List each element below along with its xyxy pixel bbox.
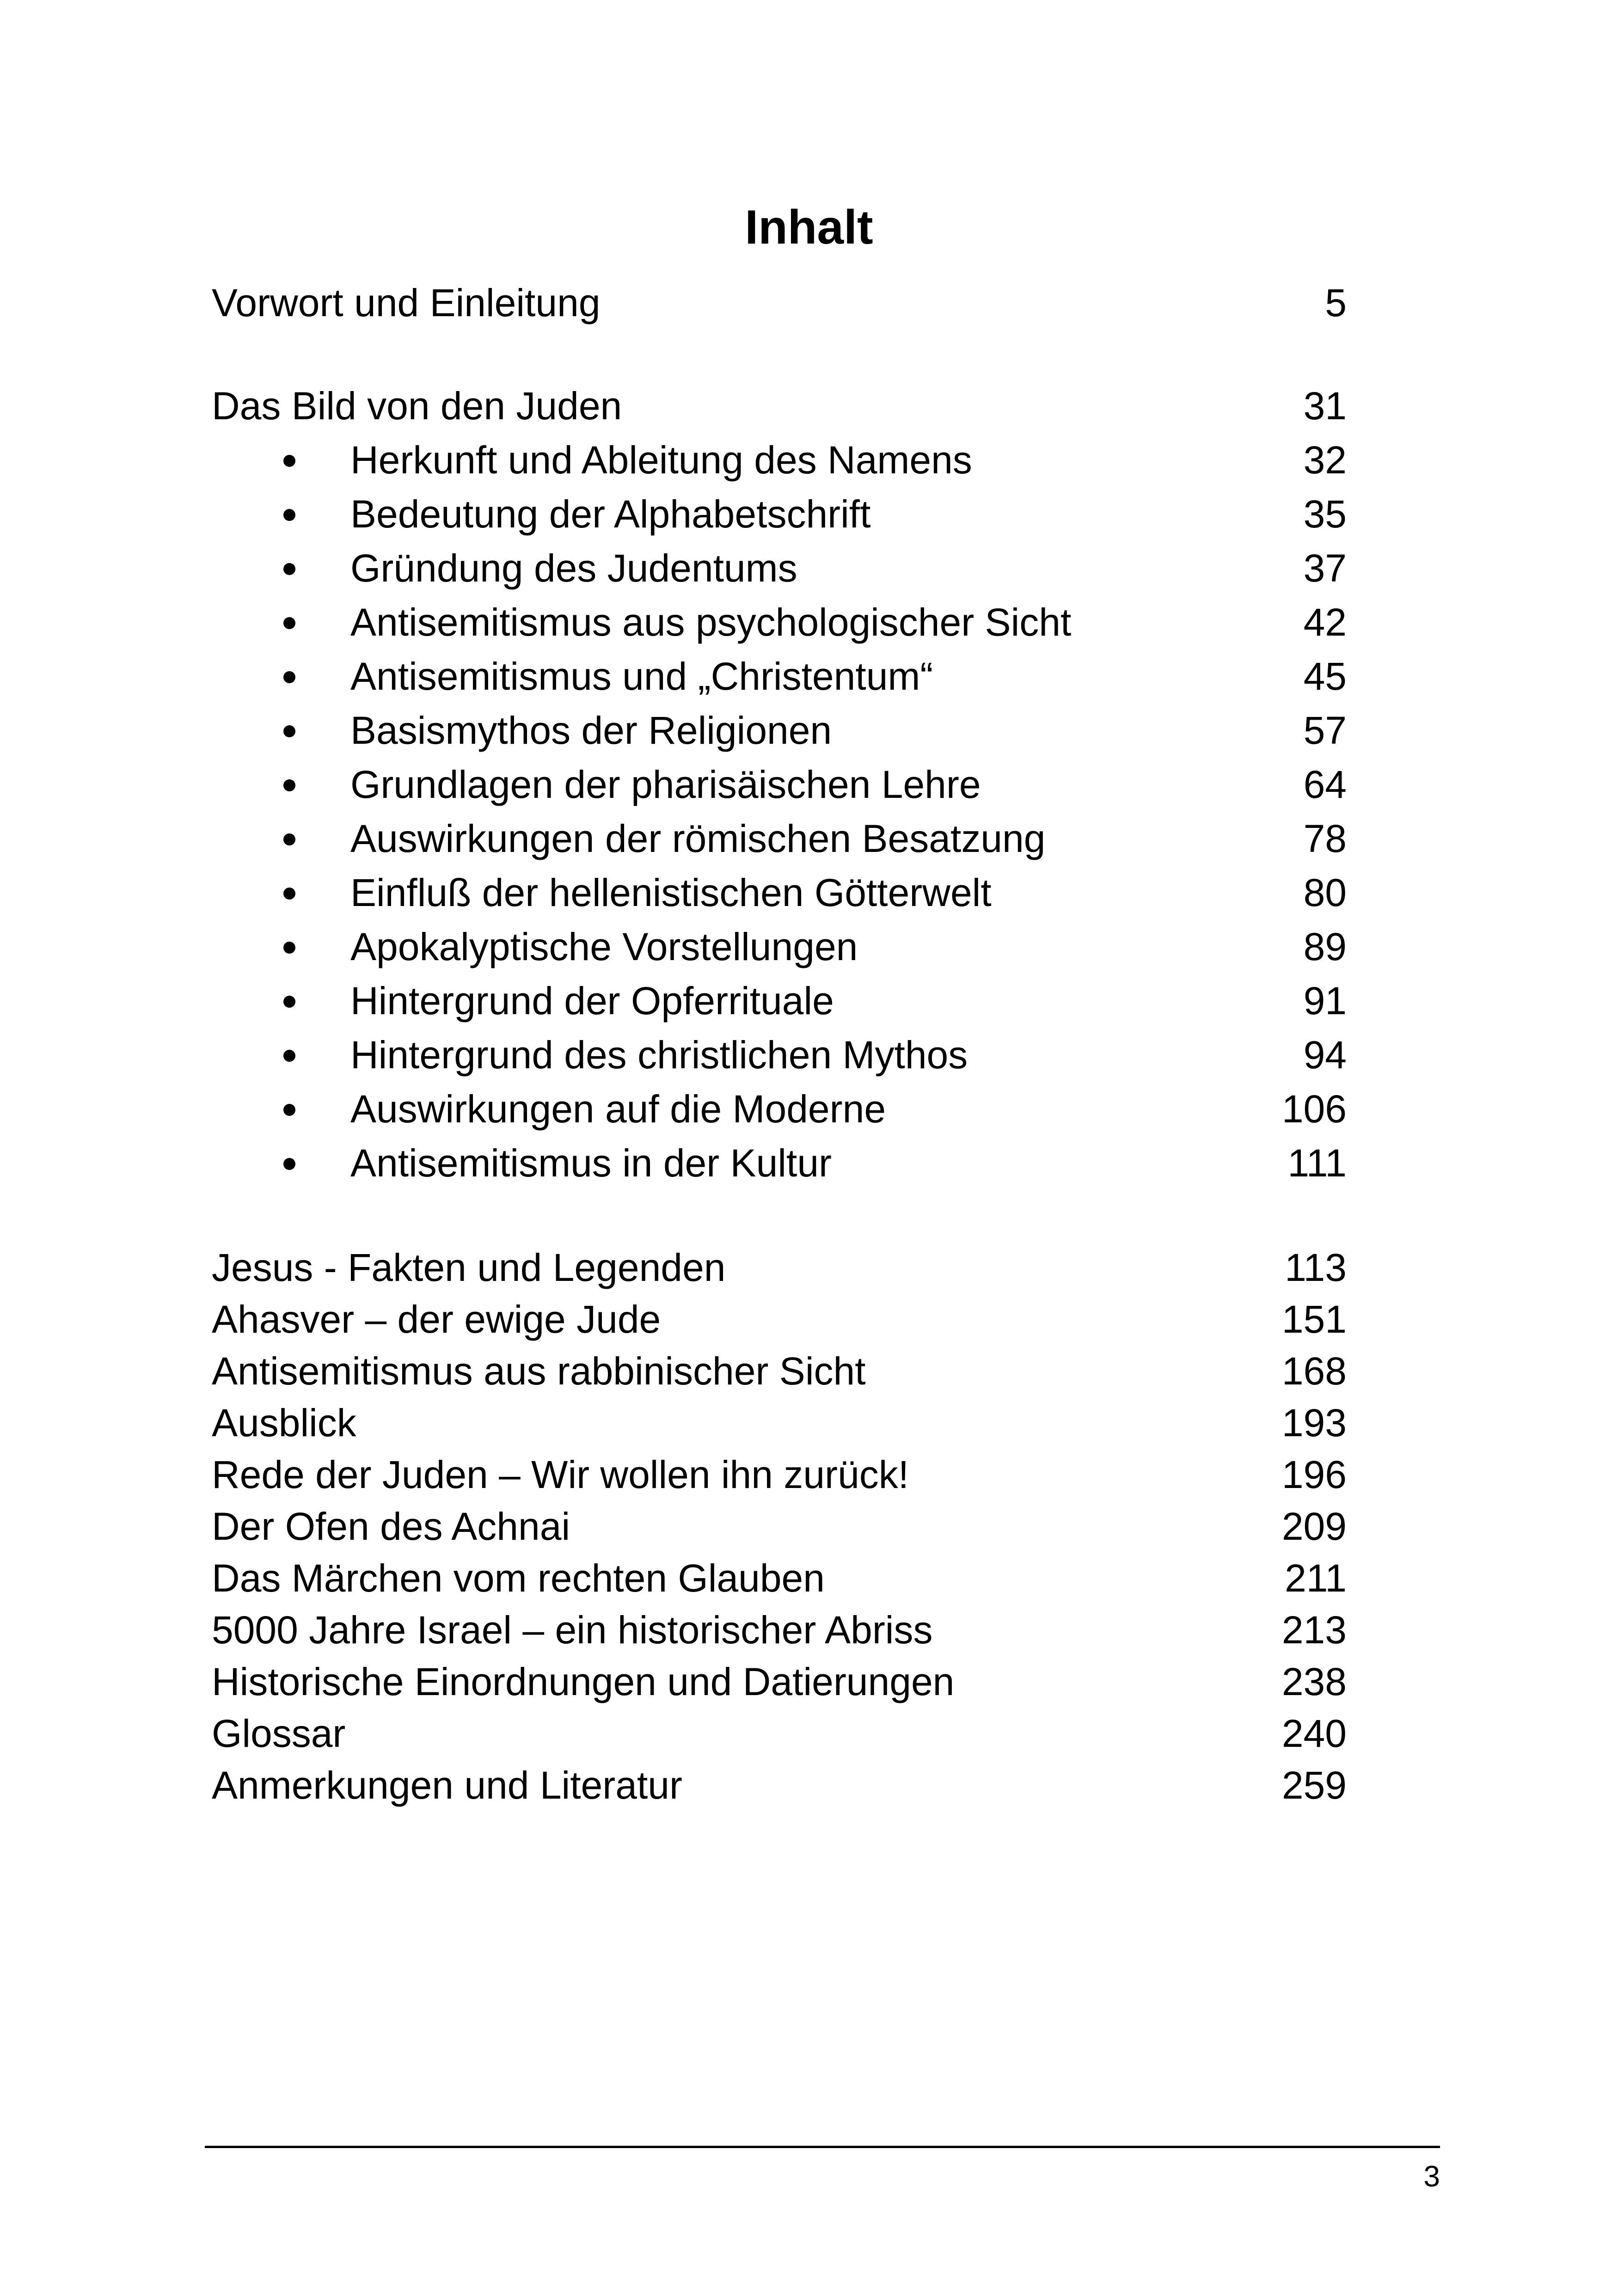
toc-subentry-page: 37 <box>1303 546 1347 590</box>
bullet-icon <box>283 509 295 521</box>
toc-subentry-label: Apokalyptische Vorstellungen <box>350 925 858 968</box>
toc-subentry-label: Grundlagen der pharisäischen Lehre <box>350 763 981 806</box>
bullet-icon <box>283 671 295 683</box>
toc-subentry <box>212 813 1347 864</box>
toc-entry-intro <box>212 277 1347 328</box>
toc-subentry <box>212 921 1347 972</box>
toc-entry-page: 259 <box>1281 1763 1347 1807</box>
toc-subentry <box>212 597 1347 648</box>
toc-subentry <box>212 651 1347 702</box>
toc-subentry-label: Hintergrund des christlichen Mythos <box>350 1033 968 1077</box>
toc-subentry <box>212 435 1347 485</box>
bullet-icon <box>283 617 295 629</box>
toc-subentry-page: 91 <box>1303 979 1347 1022</box>
toc-entry-page: 196 <box>1281 1453 1347 1496</box>
page-title: Inhalt <box>745 201 873 254</box>
toc-subentry-page: 78 <box>1303 817 1347 860</box>
toc-entry-label: Glossar <box>212 1712 346 1755</box>
toc-entry-label: Vorwort und Einleitung <box>212 281 601 325</box>
toc-entry <box>212 1449 1347 1500</box>
toc-subentry-label: Antisemitismus aus psychologischer Sicht <box>350 600 1072 644</box>
bullet-icon <box>283 1104 295 1116</box>
toc-subentry-label: Herkunft und Ableitung des Namens <box>350 438 972 482</box>
toc-entry-page: 193 <box>1281 1401 1347 1445</box>
toc-subentry-label: Auswirkungen der römischen Besatzung <box>350 817 1046 860</box>
bullet-icon <box>283 996 295 1008</box>
toc-entry <box>212 1242 1347 1293</box>
toc-subentry-page: 64 <box>1303 763 1347 806</box>
toc-entry <box>212 1346 1347 1396</box>
toc-entry-page: 209 <box>1281 1505 1347 1548</box>
bullet-icon <box>283 833 295 845</box>
toc-subentry <box>212 867 1347 918</box>
page-number: 3 <box>1423 2160 1440 2193</box>
bullet-icon <box>283 725 295 737</box>
toc-entry <box>212 1294 1347 1345</box>
toc-subentry-label: Auswirkungen auf die Moderne <box>350 1087 886 1131</box>
bullet-icon <box>283 455 295 467</box>
toc-entry <box>212 1397 1347 1448</box>
toc-subentry <box>212 759 1347 810</box>
bullet-icon <box>283 1050 295 1062</box>
toc-entry-page: 211 <box>1285 1556 1347 1600</box>
toc-entry-label: Anmerkungen und Literatur <box>212 1763 682 1807</box>
toc-entry <box>212 1708 1347 1759</box>
toc-subentry-label: Antisemitismus und „Christentum“ <box>350 655 933 698</box>
toc-entry-page: 151 <box>1281 1298 1347 1341</box>
toc-subentry-page: 111 <box>1287 1141 1347 1185</box>
toc-subentry <box>212 705 1347 756</box>
toc-subentry-page: 32 <box>1303 438 1347 482</box>
toc-entry-page: 240 <box>1281 1712 1347 1755</box>
bullet-icon <box>283 1158 295 1170</box>
toc-subentry-label: Bedeutung der Alphabetschrift <box>350 492 871 536</box>
toc-subentry-page: 45 <box>1303 655 1347 698</box>
toc-subentry-label: Gründung des Judentums <box>350 546 797 590</box>
toc-subentry-label: Antisemitismus in der Kultur <box>350 1141 832 1185</box>
toc-subentry-label: Basismythos der Religionen <box>350 709 832 752</box>
toc-entry-page: 113 <box>1285 1246 1347 1289</box>
toc-entry-label: Historische Einordnungen und Datierungen <box>212 1660 955 1703</box>
toc-entry-page: 5 <box>1325 281 1347 325</box>
bullet-icon <box>283 942 295 954</box>
toc-entry-page: 213 <box>1281 1608 1347 1652</box>
toc-subentry <box>212 975 1347 1026</box>
toc-entry-label: Ahasver – der ewige Jude <box>212 1298 661 1341</box>
toc-subentry <box>212 1029 1347 1080</box>
toc-subentry <box>212 1138 1347 1188</box>
toc-entry-label: 5000 Jahre Israel – ein historischer Abriss <box>212 1608 933 1652</box>
toc-entry-page: 168 <box>1281 1349 1347 1393</box>
toc-entry-label: Jesus - Fakten und Legenden <box>212 1246 726 1289</box>
toc-subentry-page: 89 <box>1303 925 1347 968</box>
toc-subentry-label: Hintergrund der Opferrituale <box>350 979 834 1022</box>
toc-entry <box>212 1604 1347 1655</box>
toc-entry-label: Das Bild von den Juden <box>212 384 622 428</box>
bullet-icon <box>283 888 295 900</box>
toc-subentry-page: 42 <box>1303 600 1347 644</box>
toc-entry-label: Das Märchen vom rechten Glauben <box>212 1556 825 1600</box>
toc-subentry <box>212 1084 1347 1134</box>
toc-entry-label: Rede der Juden – Wir wollen ihn zurück! <box>212 1453 909 1496</box>
toc-entry <box>212 1760 1347 1811</box>
footer-divider <box>205 2146 1440 2148</box>
toc-entry-label: Ausblick <box>212 1401 356 1445</box>
toc-subentry-page: 57 <box>1303 709 1347 752</box>
toc-subentry-label: Einfluß der hellenistischen Götterwelt <box>350 871 992 914</box>
toc-subentry-page: 94 <box>1303 1033 1347 1077</box>
toc-entry-label: Antisemitismus aus rabbinischer Sicht <box>212 1349 866 1393</box>
toc-entry-section <box>212 380 1347 431</box>
toc-entry-page: 238 <box>1281 1660 1347 1703</box>
toc-entry <box>212 1656 1347 1707</box>
bullet-icon <box>283 563 295 575</box>
toc-subentry-page: 106 <box>1281 1087 1347 1131</box>
toc-entry-label: Der Ofen des Achnai <box>212 1505 570 1548</box>
toc-subentry <box>212 543 1347 594</box>
toc-entry-page: 31 <box>1303 384 1347 428</box>
bullet-icon <box>283 779 295 791</box>
toc-entry <box>212 1553 1347 1604</box>
toc-subentry <box>212 489 1347 539</box>
toc-subentry-page: 80 <box>1303 871 1347 914</box>
toc-entry <box>212 1501 1347 1552</box>
toc-subentry-page: 35 <box>1303 492 1347 536</box>
